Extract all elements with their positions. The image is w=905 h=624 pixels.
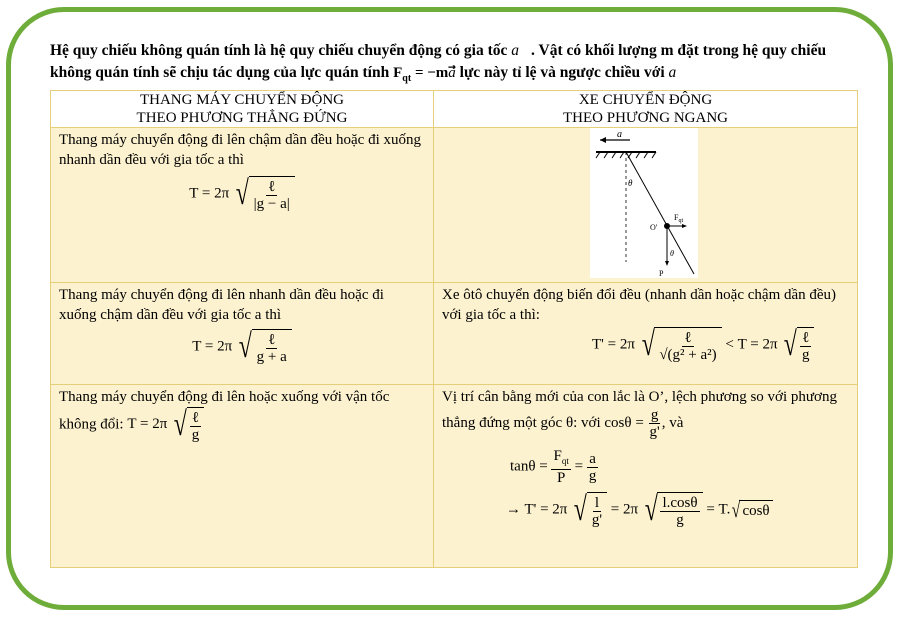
theta-label-top: θ bbox=[628, 178, 633, 188]
cell-elevator-constant-velocity: Thang máy chuyển động đi lên hoặc xuống với vận tốc không đổi: T = 2π √ $\frac{\text{ℓ}}{g}$ bbox=[51, 385, 434, 568]
intro-part1: Hệ quy chiếu không quán tính là hệ quy chiếu chuyển động có gia tốc bbox=[50, 42, 508, 59]
cell-new-equilibrium: Vị trí cân bằng mới của con lắc là O’, lệch phương so với phương thẳng đứng một góc θ: với cosθ = $\frac{g}{g'}$ , và tanθ = $\frac{F_{qt}}{P}$ = $\frac{a}{g}$ → T' = 2π √ $\frac{l}{g'}$ = 2π √ $\frac{l.\cos\theta}{g}$ = T. √ cosθ bbox=[434, 385, 858, 568]
comparison-table bbox=[50, 90, 858, 568]
fqt-label: $F_{qt}$ bbox=[674, 213, 684, 224]
header-vertical-elevator: THANG MÁY CHUYỂN ĐỘNG THEO PHƯƠNG THẲNG ĐỨNG bbox=[51, 91, 434, 128]
accel-label: a bbox=[617, 129, 622, 140]
formula-period-g: T = 2π √ $\frac{\text{ℓ}}{g}$ bbox=[127, 416, 204, 432]
cos-fraction: $\frac{g}{g'}$ bbox=[649, 407, 660, 440]
formula-new-period: → T' = 2π √ $\frac{l}{g'}$ = 2π √ $\frac{l.\cos\theta}{g}$ = T. √ cosθ bbox=[506, 492, 849, 528]
intro-part3: lực này tỉ lệ và ngược chiều với bbox=[459, 64, 665, 81]
o-prime-label: O' bbox=[650, 223, 658, 232]
theta-label-bottom: θ bbox=[670, 249, 674, 258]
intro-fqt-formula: $F_{qt} = -ma$ bbox=[393, 65, 456, 84]
pendulum-string bbox=[626, 152, 694, 274]
cell-elevator-accelerating-up: Thang máy chuyển động đi lên nhanh dần đều hoặc đi xuống chậm dần đều với gia tốc a thì T = 2π √ $\frac{\text{ℓ}}{g + a}$ bbox=[51, 283, 434, 385]
cell-elevator-decelerating-up: Thang máy chuyển động đi lên chậm dần đều hoặc đi xuống nhanh dần đều với gia tốc a thì T = 2π √ $\frac{\text{ℓ}}{|g - a|}$ bbox=[51, 128, 434, 283]
intro-paragraph bbox=[50, 40, 860, 90]
accel-arrowhead bbox=[600, 137, 606, 143]
intro-part2: . Vật có khối lượng m đặt trong hệ quy chiếu không quán tính sẽ chịu tác dụng của lực quán tính bbox=[50, 42, 827, 81]
formula-period-g-minus-a: T = 2π √ $\frac{\text{ℓ}}{|g - a|}$ bbox=[59, 176, 425, 212]
intro-a-vector: a bbox=[511, 42, 532, 59]
intro-a-vector-2: a bbox=[668, 64, 677, 81]
fqt-arrowhead bbox=[682, 224, 687, 228]
header-horizontal-car: XE CHUYỂN ĐỘNG THEO PHƯƠNG NGANG bbox=[434, 91, 858, 128]
pendulum-diagram bbox=[590, 128, 698, 278]
formula-car-period: T' = 2π √ $\frac{\text{ℓ}}{\text{√(g² + a²)}}$ < T = 2π √ $\frac{\text{ℓ}}{g}$ bbox=[592, 327, 849, 363]
cell-car-accelerating: Xe ôtô chuyển động biến đổi đều (nhanh dần hoặc chậm dần đều) với gia tốc a thì: T' = 2π √ $\frac{\text{ℓ}}{\text{√(g² + a²)}}$ < T = 2π √ $\frac{\text{ℓ}}{g}$ bbox=[434, 283, 858, 385]
formula-tan-theta: tanθ = $\frac{F_{qt}}{P}$ = $\frac{a}{g}$ bbox=[510, 448, 597, 486]
weight-label: P bbox=[659, 269, 664, 278]
formula-period-g-plus-a: T = 2π √ $\frac{\text{ℓ}}{g + a}$ bbox=[59, 329, 425, 365]
weight-arrowhead bbox=[665, 261, 669, 266]
cell-pendulum-diagram bbox=[434, 128, 858, 283]
